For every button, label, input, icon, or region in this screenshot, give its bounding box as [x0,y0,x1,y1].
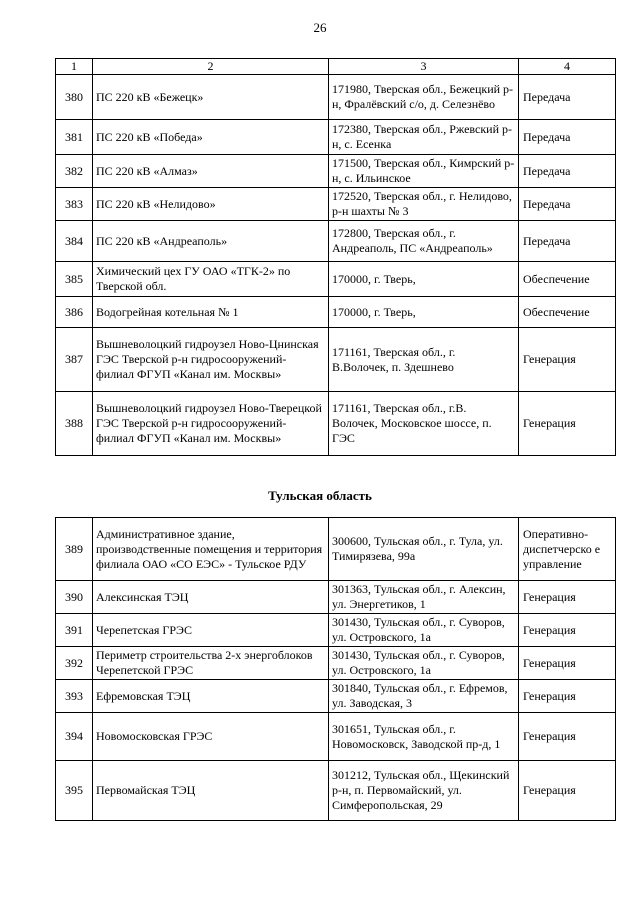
object-type: Передача [519,120,616,155]
object-name: Новомосковская ГРЭС [93,713,329,761]
header-cell-4: 4 [519,59,616,75]
object-address: 170000, г. Тверь, [329,297,519,328]
object-address: 171500, Тверская обл., Кимрский р-н, с. Ильинское [329,155,519,188]
object-type: Обеспечение [519,297,616,328]
object-address: 301651, Тульская обл., г. Новомосковск, Заводской пр-д, 1 [329,713,519,761]
table-row [56,328,616,392]
object-name: ПС 220 кВ «Победа» [93,120,329,155]
row-number: 388 [56,392,93,456]
object-type: Генерация [519,328,616,392]
object-name: Ефремовская ТЭЦ [93,680,329,713]
object-type: Передача [519,75,616,120]
table-row [56,188,616,221]
row-number: 385 [56,262,93,297]
table-row [56,680,616,713]
object-address: 300600, Тульская обл., г. Тула, ул. Тимирязева, 99а [329,518,519,581]
object-address: 301363, Тульская обл., г. Алексин, ул. Энергетиков, 1 [329,581,519,614]
row-number: 380 [56,75,93,120]
object-address: 171161, Тверская обл., г.В. Волочек, Московское шоссе, п. ГЭС [329,392,519,456]
object-type: Генерация [519,392,616,456]
object-type: Передача [519,155,616,188]
object-name: Химический цех ГУ ОАО «ТГК-2» по Тверской обл. [93,262,329,297]
object-address: 301430, Тульская обл., г. Суворов, ул. Островского, 1а [329,647,519,680]
object-type: Генерация [519,761,616,821]
object-type: Передача [519,188,616,221]
row-number: 394 [56,713,93,761]
object-type: Оперативно-диспетчерско е управление [519,518,616,581]
object-type: Генерация [519,713,616,761]
row-number: 393 [56,680,93,713]
object-name: Вышневолоцкий гидроузел Ново-Цнинская ГЭС Тверской р-н гидросооружений- филиал ФГУП «Канал им. Москвы» [93,328,329,392]
row-number: 384 [56,221,93,262]
object-type: Генерация [519,614,616,647]
object-address: 172800, Тверская обл., г. Андреаполь, ПС «Андреаполь» [329,221,519,262]
object-name: Периметр строительства 2-х энергоблоков Черепетской ГРЭС [93,647,329,680]
header-cell-2: 2 [93,59,329,75]
table-row [56,155,616,188]
object-type: Передача [519,221,616,262]
object-address: 172520, Тверская обл., г. Нелидово, р-н шахты № 3 [329,188,519,221]
row-number: 381 [56,120,93,155]
object-name: ПС 220 кВ «Нелидово» [93,188,329,221]
objects-table-tula [55,517,616,821]
row-number: 392 [56,647,93,680]
object-type: Генерация [519,581,616,614]
table-row [56,262,616,297]
section-title: Тульская область [268,488,372,503]
table-row [56,392,616,456]
header-cell-3: 3 [329,59,519,75]
object-address: 301430, Тульская обл., г. Суворов, ул. Островского, 1а [329,614,519,647]
object-name: Вышневолоцкий гидроузел Ново-Тверецкой ГЭС Тверской р-н гидросооружений- филиал ФГУП «Канал им. Москвы» [93,392,329,456]
table-row [56,647,616,680]
object-name: Водогрейная котельная № 1 [93,297,329,328]
table-row [56,581,616,614]
page-number: 26 [313,20,327,35]
object-name: ПС 220 кВ «Алмаз» [93,155,329,188]
object-name: Первомайская ТЭЦ [93,761,329,821]
row-number: 391 [56,614,93,647]
object-address: 170000, г. Тверь, [329,262,519,297]
row-number: 386 [56,297,93,328]
object-name: ПС 220 кВ «Андреаполь» [93,221,329,262]
object-type: Генерация [519,647,616,680]
objects-table-tver [55,58,616,456]
row-number: 387 [56,328,93,392]
row-number: 383 [56,188,93,221]
table-row [56,614,616,647]
object-name: Алексинская ТЭЦ [93,581,329,614]
table-row [56,518,616,581]
object-address: 301840, Тульская обл., г. Ефремов, ул. Заводская, 3 [329,680,519,713]
object-address: 172380, Тверская обл., Ржевский р-н, с. Есенка [329,120,519,155]
object-address: 171980, Тверская обл., Бежецкий р-н, Фралёвский с/о, д. Селезнёво [329,75,519,120]
table-row [56,761,616,821]
object-name: Черепетская ГРЭС [93,614,329,647]
table-header-row [56,59,616,75]
object-type: Обеспечение [519,262,616,297]
table-row [56,221,616,262]
table-row [56,297,616,328]
table-row [56,120,616,155]
object-name: Административное здание, производственные помещения и территория филиала ОАО «СО ЕЭС» - Тульское РДУ [93,518,329,581]
row-number: 390 [56,581,93,614]
table-row [56,713,616,761]
row-number: 382 [56,155,93,188]
header-cell-1: 1 [56,59,93,75]
object-address: 301212, Тульская обл., Щекинский р-н, п. Первомайский, ул. Симферопольская, 29 [329,761,519,821]
object-address: 171161, Тверская обл., г. В.Волочек, п. Здешнево [329,328,519,392]
object-type: Генерация [519,680,616,713]
row-number: 395 [56,761,93,821]
table-row [56,75,616,120]
row-number: 389 [56,518,93,581]
object-name: ПС 220 кВ «Бежецк» [93,75,329,120]
